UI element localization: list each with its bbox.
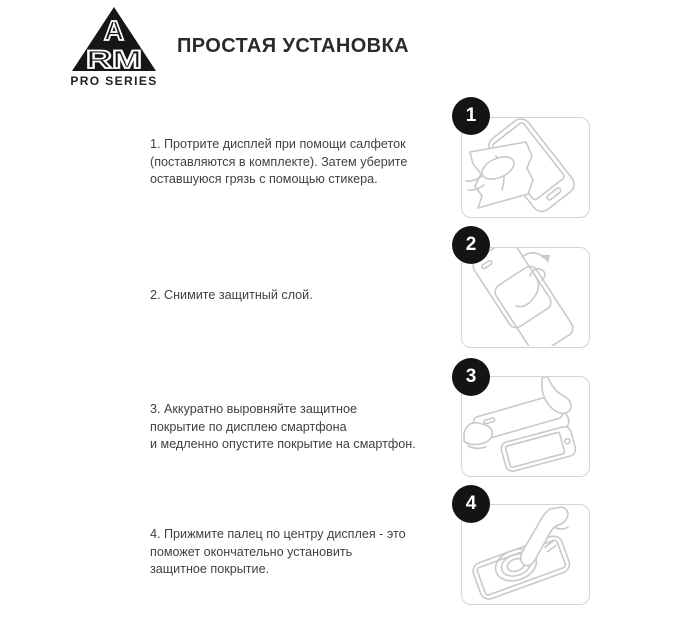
step-4-line: защитное покрытие.	[150, 562, 270, 576]
step-1-text	[150, 136, 470, 189]
step-1-line: оставшуюся грязь с помощью стикера.	[150, 172, 378, 186]
page-title: ПРОСТАЯ УСТАНОВКА	[177, 35, 409, 57]
step-3-text	[150, 401, 470, 454]
step-3-line: 3. Аккуратно выровняйте защитное	[150, 402, 357, 416]
step-4-line: 4. Прижмите палец по центру дисплея - это	[150, 527, 406, 541]
step-4-number-badge: 4	[452, 485, 490, 523]
step-1-line: (поставляются в комплекте). Затем уберите	[150, 154, 408, 169]
logo-letter-a: A	[103, 15, 125, 46]
arm-pro-series-logo	[68, 6, 160, 88]
wipe-phone-icon	[462, 118, 588, 216]
step-2-line: 2. Снимите защитный слой.	[150, 288, 313, 302]
step-3-number-badge: 3	[452, 358, 490, 396]
step-2-text	[150, 287, 470, 305]
logo-letters-rm: RM	[86, 46, 142, 72]
arm-triangle-icon	[71, 6, 157, 72]
logo-series-label: PRO SERIES	[70, 74, 158, 88]
step-4-line: поможет окончательно установить	[150, 544, 353, 559]
step-1-line: 1. Протрите дисплей при помощи салфеток	[150, 137, 406, 151]
step-2-illustration-box	[461, 247, 590, 348]
step-3-line: и медленно опустите покрытие на смартфон.	[150, 437, 416, 451]
step-1-number-badge: 1	[452, 97, 490, 135]
step-4-text	[150, 526, 470, 579]
step-3-line: покрытие по дисплею смартфона	[150, 419, 347, 434]
step-2-number-badge: 2	[452, 226, 490, 264]
peel-film-icon	[462, 248, 588, 346]
